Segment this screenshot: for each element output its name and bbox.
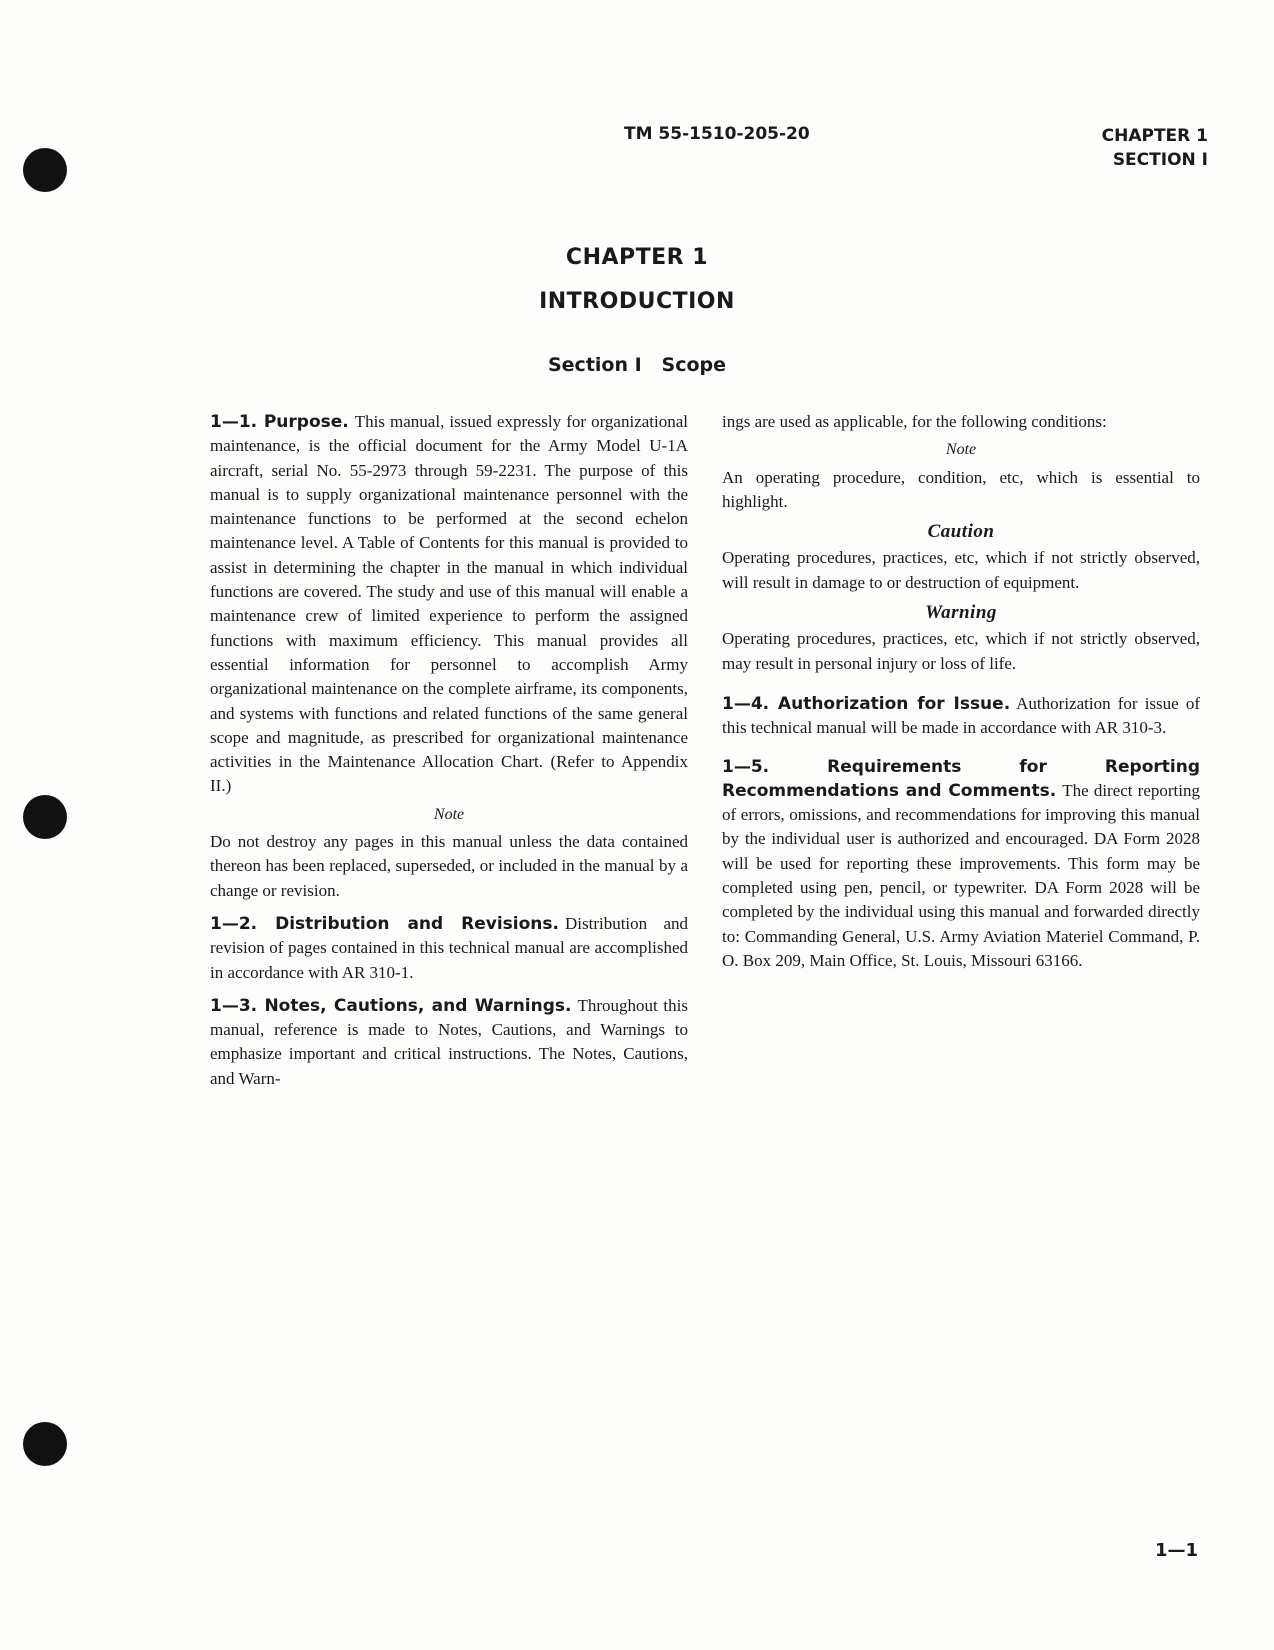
running-header — [1102, 124, 1208, 172]
warning-text: Operating procedures, practices, etc, which if not strictly observed, may result in personal injury or loss of life. — [722, 629, 1200, 673]
paragraph-distribution — [210, 912, 688, 985]
right-column — [722, 410, 1200, 973]
paragraph-notes-cautions-warnings — [210, 994, 688, 1091]
left-column — [210, 410, 688, 1091]
page-number: 1—1 — [1154, 1540, 1198, 1561]
section-title: Section I Scope — [547, 354, 727, 376]
caution-label: Caution — [927, 521, 995, 543]
ncw-note-text: An operating procedure, condition, etc, which is essential to highlight. — [722, 467, 1200, 511]
caution-text: Operating procedures, practices, etc, which if not strictly observed, will result in damage to or destruction of equipment. — [722, 548, 1200, 592]
purpose-heading: 1—1. Purpose. — [210, 412, 349, 432]
running-chapter: CHAPTER 1 — [1101, 126, 1208, 146]
binder-hole-top — [23, 148, 67, 192]
authorization-heading: 1—4. Authorization for Issue. — [722, 693, 1011, 714]
ncw-note-label: Note — [945, 441, 977, 459]
ncw-heading: 1—3. Notes, Cautions, and Warnings. — [210, 995, 572, 1016]
reporting-text: The direct reporting of errors, omissions, and recommendations for improving this manual by the individual user is authorized and encouraged. DA Form 2028 will be used for reporting these improvements. This form may be completed using pen, pencil, or typewriter. DA Form 2028 will be completed by the individual using this manual and forwarded directly to: Commanding General, U.S. Army Aviation Materiel Command, P. O. Box 209, Main Office, St. Louis, Missouri 63166. — [722, 780, 1200, 970]
chapter-title: CHAPTER 1 — [565, 245, 709, 270]
distribution-text: Distribution and revision of pages contained in this technical manual are accomplished in accordance with AR 310-1. — [210, 913, 688, 982]
purpose-note-label: Note — [433, 805, 465, 823]
reporting-heading: 1—5. Requirements for Reporting Recommendations and Comments. — [722, 756, 1200, 801]
purpose-note-text: Do not destroy any pages in this manual unless the data contained thereon has been replaced, superseded, or included in the manual by a change or revision. — [210, 832, 688, 900]
tm-number: TM 55-1510-205-20 — [624, 124, 810, 144]
paragraph-authorization — [722, 692, 1200, 741]
ncw-text-b: ings are used as applicable, for the following conditions: — [722, 412, 1107, 431]
chapter-name: INTRODUCTION — [539, 289, 735, 314]
paragraph-purpose — [210, 410, 688, 903]
paragraph-reporting — [722, 755, 1200, 974]
distribution-heading: 1—2. Distribution and Revisions. — [210, 913, 559, 934]
binder-hole-middle — [23, 795, 67, 839]
binder-hole-bottom — [23, 1422, 67, 1466]
authorization-text: Authorization for issue of this technical manual will be made in accordance with AR 310-3. — [722, 693, 1200, 738]
warning-label: Warning — [925, 602, 997, 624]
ncw-text-a: Throughout this manual, reference is made to Notes, Cautions, and Warnings to emphasize important and critical instructions. The Notes, Cautions, and Warn- — [210, 995, 688, 1088]
running-section: SECTION I — [1112, 150, 1208, 170]
purpose-text: This manual, issued expressly for organizational maintenance, is the official document for the Army Model U-1A aircraft, serial No. 55-2973 through 59-2231. The purpose of this manual is to supply organizational maintenance personnel with the maintenance functions to be performed at the second echelon maintenance level. A Table of Contents for this manual is provided to assist in determining the chapter in the manual in which individual functions are covered. The study and use of this manual will enable a maintenance crew of limited experience to perform the assigned functions with maximum efficiency. This manual provides all essential information for personnel to accomplish Army organizational maintenance on the complete airframe, its components, and systems with functions and related functions of the same general scope and magnitude, as prescribed for organizational maintenance activities in the Maintenance Allocation Chart. (Refer to Appendix II.) — [210, 412, 689, 796]
paragraph-ncw-continued — [722, 410, 1200, 676]
